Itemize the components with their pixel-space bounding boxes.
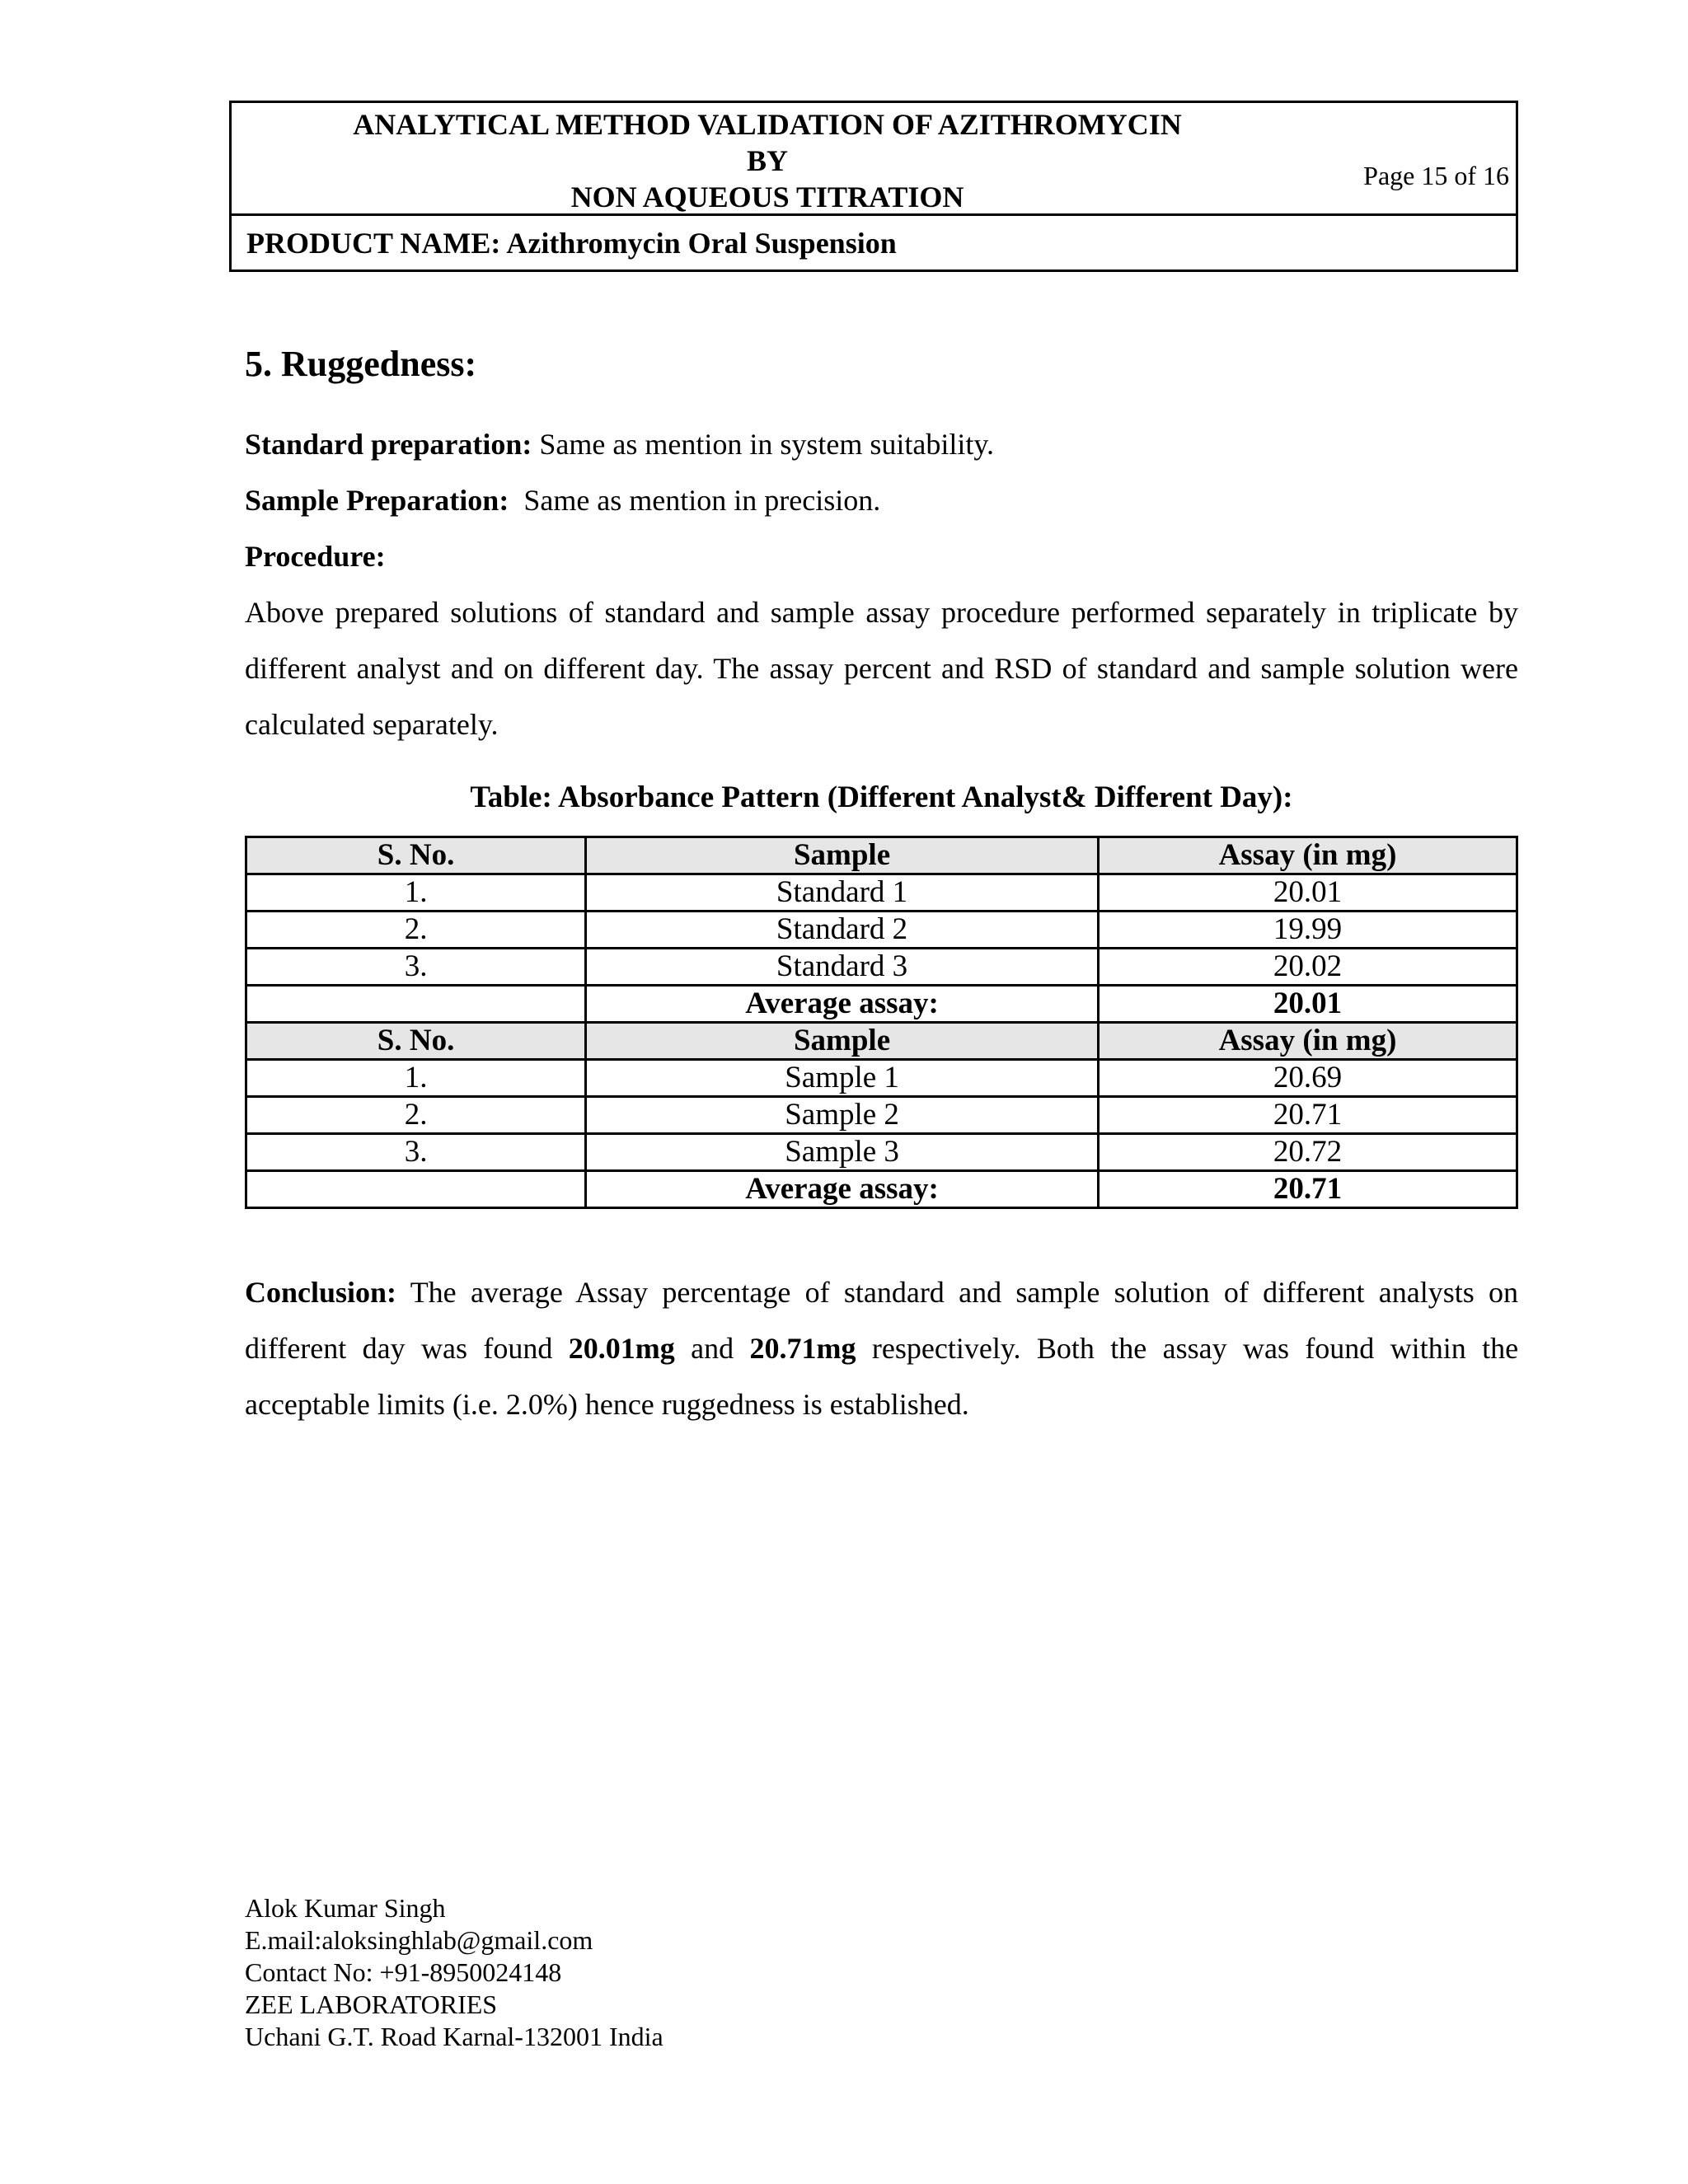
header-title-line-2: BY	[746, 144, 788, 177]
procedure-text: Above prepared solutions of standard and sample assay procedure performed separately in triplicate by different analyst and on different day. The assay percent and RSD of standard and sample solution were calculated separately.	[245, 596, 1518, 741]
table-cell: 19.99	[1098, 912, 1517, 949]
standard-average-row	[246, 986, 1517, 1023]
assay-table	[245, 836, 1518, 1209]
header-title-line-3: NON AQUEOUS TITRATION	[570, 180, 964, 213]
product-name-value: Azithromycin Oral Suspension	[506, 227, 897, 260]
product-name	[246, 220, 897, 266]
page-number: Page 15 of 16	[1363, 161, 1509, 190]
table-row	[246, 1097, 1517, 1134]
table-row	[246, 949, 1517, 986]
table-row	[246, 1060, 1517, 1097]
table-row	[246, 1134, 1517, 1171]
table-cell: 20.71	[1098, 1097, 1517, 1134]
table-row	[246, 912, 1517, 949]
header-title-block	[232, 103, 1516, 216]
table-cell: Sample 3	[586, 1134, 1099, 1171]
standard-preparation-label: Standard preparation:	[245, 428, 532, 461]
table-cell: Standard 2	[586, 912, 1099, 949]
document-header	[229, 101, 1518, 272]
sample-preparation-label: Sample Preparation:	[245, 484, 509, 517]
conclusion-value-2: 20.71mg	[749, 1332, 856, 1365]
header-sample: Sample	[586, 837, 1099, 874]
subheader-sample: Sample	[586, 1023, 1099, 1060]
procedure-heading	[245, 528, 1526, 584]
table-cell: 1.	[246, 1060, 586, 1097]
table-cell: Standard 3	[586, 949, 1099, 986]
footer-contact	[245, 1892, 663, 2053]
subheader-sno: S. No.	[246, 1023, 586, 1060]
section-title: 5. Ruggedness:	[245, 344, 477, 384]
table-cell: 20.72	[1098, 1134, 1517, 1171]
footer-address: Uchani G.T. Road Karnal-132001 India	[245, 2022, 663, 2051]
footer-name: Alok Kumar Singh	[245, 1893, 446, 1923]
table-row	[246, 874, 1517, 912]
subheader-assay: Assay (in mg)	[1098, 1023, 1517, 1060]
conclusion-text-2: and	[691, 1332, 734, 1365]
product-name-label: PRODUCT NAME:	[246, 227, 501, 260]
standard-preparation	[245, 416, 1526, 472]
standard-average-label: Average assay:	[586, 986, 1099, 1023]
table-header-row	[246, 837, 1517, 874]
conclusion-text-1: The average Assay percentage of standard and sample solution of different analysts on different day was found	[245, 1276, 1518, 1365]
table-cell	[246, 1171, 586, 1208]
table-caption: Table: Absorbance Pattern (Different Analyst& Different Day):	[470, 780, 1293, 814]
table-cell: Standard 1	[586, 874, 1099, 912]
table-cell: 1.	[246, 874, 586, 912]
table-subheader-row	[246, 1023, 1517, 1060]
table-cell: 2.	[246, 1097, 586, 1134]
header-title-line-1: ANALYTICAL METHOD VALIDATION OF AZITHROMYCIN	[353, 108, 1182, 141]
table-cell: 3.	[246, 1134, 586, 1171]
conclusion-text-3: respectively. Both the assay was found within the acceptable limits (i.e. 2.0%) hence ruggedness is established.	[245, 1332, 1519, 1421]
conclusion-label: Conclusion:	[245, 1276, 397, 1309]
table-cell: 20.01	[1098, 874, 1517, 912]
sample-average-label: Average assay:	[586, 1171, 1099, 1208]
footer-organization: ZEE LABORATORIES	[245, 1990, 498, 2019]
table-cell: 20.69	[1098, 1060, 1517, 1097]
header-sno: S. No.	[246, 837, 586, 874]
sample-average-row	[246, 1171, 1517, 1208]
table-cell: 3.	[246, 949, 586, 986]
footer-contact-number: Contact No: +91-8950024148	[245, 1957, 562, 1987]
procedure-label: Procedure:	[245, 540, 386, 573]
table-cell: Sample 2	[586, 1097, 1099, 1134]
footer-email: E.mail:aloksinghlab@gmail.com	[245, 1925, 593, 1955]
conclusion-value-1: 20.01mg	[568, 1332, 675, 1365]
table-cell	[246, 986, 586, 1023]
standard-average-value: 20.01	[1098, 986, 1517, 1023]
sample-preparation-text: Same as mention in precision.	[523, 484, 881, 517]
table-cell: 20.02	[1098, 949, 1517, 986]
sample-preparation	[245, 472, 1526, 528]
conclusion	[245, 1264, 1518, 1432]
table-cell: Sample 1	[586, 1060, 1099, 1097]
standard-preparation-text: Same as mention in system suitability.	[539, 428, 995, 461]
sample-average-value: 20.71	[1098, 1171, 1517, 1208]
table-cell: 2.	[246, 912, 586, 949]
header-assay: Assay (in mg)	[1098, 837, 1517, 874]
